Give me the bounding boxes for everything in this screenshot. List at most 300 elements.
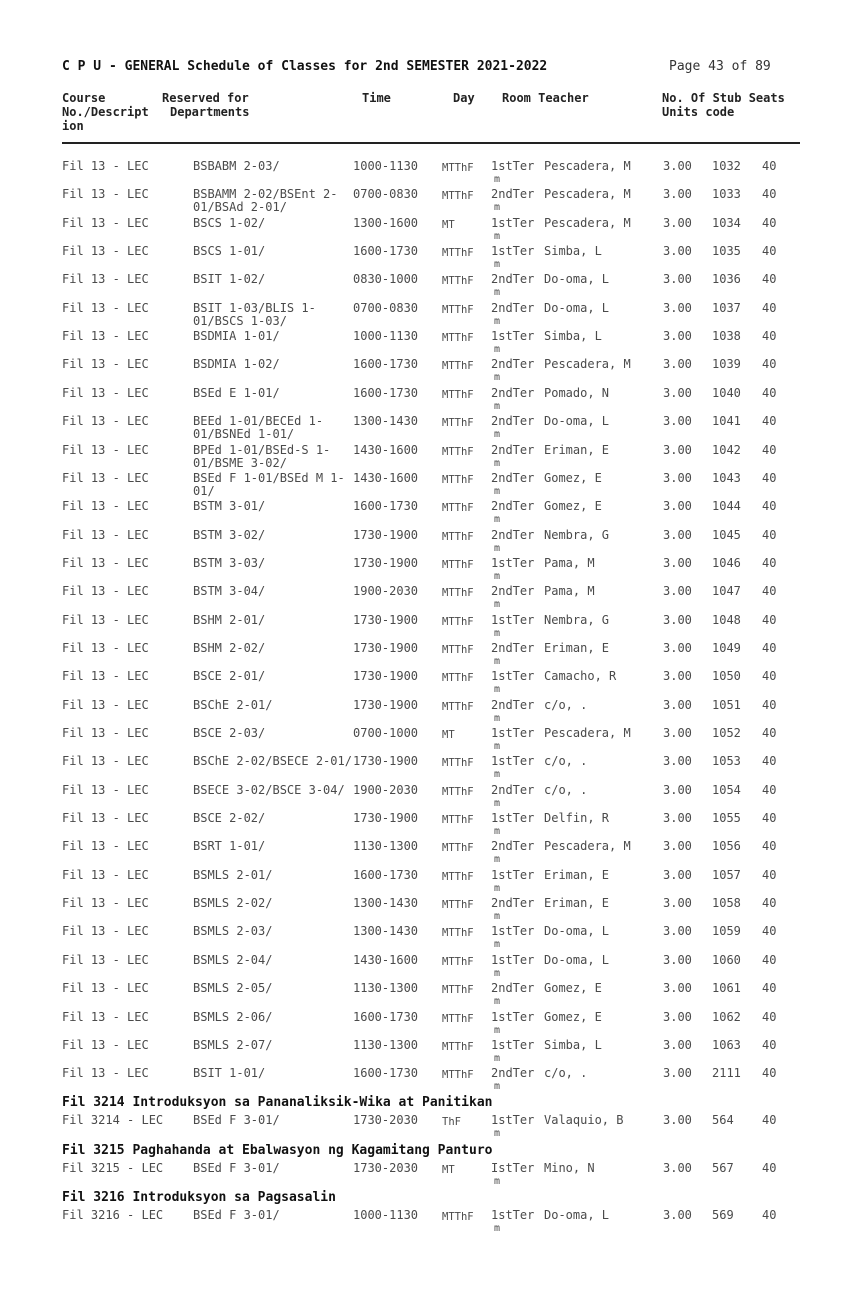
units-cell: 3.00 bbox=[663, 443, 692, 457]
stub-code-cell: 1035 bbox=[712, 244, 741, 258]
time-cell: 1600-1730 bbox=[353, 868, 419, 882]
course-cell: Fil 13 - LEC bbox=[62, 1066, 149, 1080]
room-cell: IstTer bbox=[491, 1161, 535, 1175]
room-cell: 2ndTer bbox=[491, 499, 535, 513]
course-cell: Fil 13 - LEC bbox=[62, 783, 149, 797]
section-heading: Fil 3216 Introduksyon sa Pagsasalin bbox=[62, 1190, 336, 1205]
teacher-cell: c/o, . bbox=[544, 783, 588, 797]
time-cell: 1130-1300 bbox=[353, 981, 419, 995]
stub-code-cell: 564 bbox=[712, 1113, 734, 1127]
time-cell: 0700-0830 bbox=[353, 187, 419, 201]
room-suffix-cell: m bbox=[494, 316, 501, 327]
reserved-cell: BSCS 1-02/ bbox=[193, 216, 266, 230]
course-cell: Fil 13 - LEC bbox=[62, 641, 149, 655]
room-suffix-cell: m bbox=[494, 628, 501, 639]
stub-code-cell: 1043 bbox=[712, 471, 741, 485]
header-units-stub-seats: No. Of Stub Seats Units code bbox=[662, 91, 785, 119]
stub-code-cell: 2111 bbox=[712, 1066, 741, 1080]
course-cell: Fil 13 - LEC bbox=[62, 981, 149, 995]
time-cell: 1600-1730 bbox=[353, 357, 419, 371]
course-cell: Fil 13 - LEC bbox=[62, 272, 149, 286]
seats-cell: 40 bbox=[762, 443, 777, 457]
table-row bbox=[0, 273, 850, 301]
day-cell: MTThF bbox=[442, 531, 474, 543]
reserved-cell: BSCE 2-01/ bbox=[193, 669, 266, 683]
table-row bbox=[0, 500, 850, 528]
course-cell: Fil 3216 - LEC bbox=[62, 1208, 164, 1222]
room-cell: 2ndTer bbox=[491, 528, 535, 542]
course-cell: Fil 13 - LEC bbox=[62, 1038, 149, 1052]
course-cell: Fil 13 - LEC bbox=[62, 584, 149, 598]
teacher-cell: Valaquio, B bbox=[544, 1113, 624, 1127]
units-cell: 3.00 bbox=[663, 1010, 692, 1024]
table-row bbox=[0, 160, 850, 188]
teacher-cell: Pescadera, M bbox=[544, 726, 631, 740]
room-cell: 1stTer bbox=[491, 159, 535, 173]
day-cell: MTThF bbox=[442, 360, 474, 372]
day-cell: MTThF bbox=[442, 474, 474, 486]
room-cell: 1stTer bbox=[491, 1010, 535, 1024]
day-cell: MTThF bbox=[442, 984, 474, 996]
table-row bbox=[0, 1209, 850, 1237]
reserved-cell: BPEd 1-01/BSEd-S 1-01/BSME 3-02/ bbox=[193, 443, 331, 470]
seats-cell: 40 bbox=[762, 613, 777, 627]
room-cell: 2ndTer bbox=[491, 896, 535, 910]
teacher-cell: Delfin, R bbox=[544, 811, 610, 825]
reserved-cell: BSCE 2-03/ bbox=[193, 726, 266, 740]
seats-cell: 40 bbox=[762, 386, 777, 400]
room-suffix-cell: m bbox=[494, 883, 501, 894]
units-cell: 3.00 bbox=[663, 244, 692, 258]
room-suffix-cell: m bbox=[494, 996, 501, 1007]
day-cell: MTThF bbox=[442, 162, 474, 174]
room-suffix-cell: m bbox=[494, 1053, 501, 1064]
units-cell: 3.00 bbox=[663, 669, 692, 683]
time-cell: 1730-1900 bbox=[353, 669, 419, 683]
seats-cell: 40 bbox=[762, 471, 777, 485]
room-suffix-cell: m bbox=[494, 344, 501, 355]
stub-code-cell: 1034 bbox=[712, 216, 741, 230]
room-suffix-cell: m bbox=[494, 372, 501, 383]
section-heading: Fil 3215 Paghahanda at Ebalwasyon ng Kagamitang Panturo bbox=[62, 1143, 493, 1158]
day-cell: MTThF bbox=[442, 332, 474, 344]
room-cell: 1stTer bbox=[491, 811, 535, 825]
stub-code-cell: 1041 bbox=[712, 414, 741, 428]
units-cell: 3.00 bbox=[663, 216, 692, 230]
units-cell: 3.00 bbox=[663, 868, 692, 882]
seats-cell: 40 bbox=[762, 839, 777, 853]
table-row bbox=[0, 1162, 850, 1190]
time-cell: 1430-1600 bbox=[353, 953, 419, 967]
course-cell: Fil 13 - LEC bbox=[62, 386, 149, 400]
units-cell: 3.00 bbox=[663, 528, 692, 542]
teacher-cell: Pescadera, M bbox=[544, 159, 631, 173]
seats-cell: 40 bbox=[762, 1066, 777, 1080]
day-cell: MTThF bbox=[442, 842, 474, 854]
room-suffix-cell: m bbox=[494, 458, 501, 469]
reserved-cell: BSTM 3-03/ bbox=[193, 556, 266, 570]
time-cell: 1130-1300 bbox=[353, 1038, 419, 1052]
table-row bbox=[0, 755, 850, 783]
table-row bbox=[0, 245, 850, 273]
reserved-cell: BSEd F 1-01/BSEd M 1-01/ bbox=[193, 471, 345, 498]
teacher-cell: Eriman, E bbox=[544, 868, 610, 882]
time-cell: 1130-1300 bbox=[353, 839, 419, 853]
course-cell: Fil 13 - LEC bbox=[62, 754, 149, 768]
table-row bbox=[0, 699, 850, 727]
time-cell: 1600-1730 bbox=[353, 499, 419, 513]
teacher-cell: Simba, L bbox=[544, 1038, 602, 1052]
stub-code-cell: 1061 bbox=[712, 981, 741, 995]
table-row bbox=[0, 387, 850, 415]
teacher-cell: Pama, M bbox=[544, 556, 595, 570]
teacher-cell: Pescadera, M bbox=[544, 187, 631, 201]
day-cell: MT bbox=[442, 729, 455, 741]
seats-cell: 40 bbox=[762, 981, 777, 995]
stub-code-cell: 1044 bbox=[712, 499, 741, 513]
day-cell: MT bbox=[442, 219, 455, 231]
day-cell: MTThF bbox=[442, 190, 474, 202]
reserved-cell: BSChE 2-01/ bbox=[193, 698, 273, 712]
reserved-cell: BSEd F 3-01/ bbox=[193, 1208, 280, 1222]
course-cell: Fil 13 - LEC bbox=[62, 868, 149, 882]
seats-cell: 40 bbox=[762, 868, 777, 882]
day-cell: MTThF bbox=[442, 389, 474, 401]
teacher-cell: Nembra, G bbox=[544, 613, 610, 627]
time-cell: 1600-1730 bbox=[353, 1010, 419, 1024]
room-suffix-cell: m bbox=[494, 656, 501, 667]
stub-code-cell: 1059 bbox=[712, 924, 741, 938]
header-room-teacher: Room Teacher bbox=[502, 91, 589, 105]
teacher-cell: Pomado, N bbox=[544, 386, 610, 400]
stub-code-cell: 1054 bbox=[712, 783, 741, 797]
units-cell: 3.00 bbox=[663, 272, 692, 286]
time-cell: 1600-1730 bbox=[353, 244, 419, 258]
time-cell: 1000-1130 bbox=[353, 329, 419, 343]
room-cell: 2ndTer bbox=[491, 783, 535, 797]
room-cell: 1stTer bbox=[491, 216, 535, 230]
room-cell: 1stTer bbox=[491, 669, 535, 683]
room-cell: 2ndTer bbox=[491, 301, 535, 315]
seats-cell: 40 bbox=[762, 1161, 777, 1175]
time-cell: 1900-2030 bbox=[353, 783, 419, 797]
room-cell: 1stTer bbox=[491, 329, 535, 343]
room-cell: 2ndTer bbox=[491, 386, 535, 400]
seats-cell: 40 bbox=[762, 556, 777, 570]
teacher-cell: Simba, L bbox=[544, 329, 602, 343]
units-cell: 3.00 bbox=[663, 811, 692, 825]
seats-cell: 40 bbox=[762, 329, 777, 343]
stub-code-cell: 1058 bbox=[712, 896, 741, 910]
units-cell: 3.00 bbox=[663, 613, 692, 627]
room-cell: 2ndTer bbox=[491, 839, 535, 853]
room-suffix-cell: m bbox=[494, 486, 501, 497]
stub-code-cell: 1051 bbox=[712, 698, 741, 712]
units-cell: 3.00 bbox=[663, 783, 692, 797]
course-cell: Fil 13 - LEC bbox=[62, 244, 149, 258]
room-suffix-cell: m bbox=[494, 202, 501, 213]
day-cell: MTThF bbox=[442, 502, 474, 514]
day-cell: MTThF bbox=[442, 304, 474, 316]
stub-code-cell: 1052 bbox=[712, 726, 741, 740]
reserved-cell: BSBABM 2-03/ bbox=[193, 159, 280, 173]
room-suffix-cell: m bbox=[494, 401, 501, 412]
time-cell: 1730-2030 bbox=[353, 1161, 419, 1175]
course-cell: Fil 3214 - LEC bbox=[62, 1113, 164, 1127]
seats-cell: 40 bbox=[762, 499, 777, 513]
room-suffix-cell: m bbox=[494, 911, 501, 922]
reserved-cell: BSMLS 2-07/ bbox=[193, 1038, 273, 1052]
room-suffix-cell: m bbox=[494, 599, 501, 610]
course-cell: Fil 3215 - LEC bbox=[62, 1161, 164, 1175]
course-cell: Fil 13 - LEC bbox=[62, 471, 149, 485]
stub-code-cell: 1049 bbox=[712, 641, 741, 655]
time-cell: 1000-1130 bbox=[353, 1208, 419, 1222]
table-row bbox=[0, 670, 850, 698]
table-row bbox=[0, 954, 850, 982]
teacher-cell: Camacho, R bbox=[544, 669, 617, 683]
time-cell: 1600-1730 bbox=[353, 1066, 419, 1080]
room-suffix-cell: m bbox=[494, 854, 501, 865]
room-suffix-cell: m bbox=[494, 769, 501, 780]
header-course: Course No./Descript ion bbox=[62, 91, 149, 133]
room-cell: 1stTer bbox=[491, 244, 535, 258]
time-cell: 0700-1000 bbox=[353, 726, 419, 740]
seats-cell: 40 bbox=[762, 216, 777, 230]
teacher-cell: c/o, . bbox=[544, 698, 588, 712]
document-title: C P U - GENERAL Schedule of Classes for 2nd SEMESTER 2021-2022 bbox=[62, 59, 548, 74]
day-cell: MTThF bbox=[442, 814, 474, 826]
day-cell: MTThF bbox=[442, 559, 474, 571]
seats-cell: 40 bbox=[762, 754, 777, 768]
reserved-cell: BSCE 2-02/ bbox=[193, 811, 266, 825]
table-row bbox=[0, 585, 850, 613]
table-row bbox=[0, 614, 850, 642]
day-cell: MTThF bbox=[442, 786, 474, 798]
stub-code-cell: 1047 bbox=[712, 584, 741, 598]
table-row bbox=[0, 358, 850, 386]
room-suffix-cell: m bbox=[494, 174, 501, 185]
units-cell: 3.00 bbox=[663, 357, 692, 371]
seats-cell: 40 bbox=[762, 811, 777, 825]
reserved-cell: BSMLS 2-05/ bbox=[193, 981, 273, 995]
reserved-cell: BSTM 3-01/ bbox=[193, 499, 266, 513]
teacher-cell: Do-oma, L bbox=[544, 953, 610, 967]
seats-cell: 40 bbox=[762, 584, 777, 598]
table-row bbox=[0, 840, 850, 868]
table-row bbox=[0, 330, 850, 358]
room-cell: 2ndTer bbox=[491, 443, 535, 457]
room-suffix-cell: m bbox=[494, 713, 501, 724]
teacher-cell: Do-oma, L bbox=[544, 301, 610, 315]
units-cell: 3.00 bbox=[663, 584, 692, 598]
room-cell: 1stTer bbox=[491, 953, 535, 967]
room-suffix-cell: m bbox=[494, 968, 501, 979]
table-row bbox=[0, 529, 850, 557]
time-cell: 1730-1900 bbox=[353, 754, 419, 768]
stub-code-cell: 569 bbox=[712, 1208, 734, 1222]
reserved-cell: BSCS 1-01/ bbox=[193, 244, 266, 258]
reserved-cell: BSChE 2-02/BSECE 2-01/ bbox=[193, 754, 352, 768]
room-suffix-cell: m bbox=[494, 1176, 501, 1187]
table-row bbox=[0, 1114, 850, 1142]
units-cell: 3.00 bbox=[663, 414, 692, 428]
teacher-cell: Do-oma, L bbox=[544, 414, 610, 428]
day-cell: MTThF bbox=[442, 871, 474, 883]
teacher-cell: Gomez, E bbox=[544, 1010, 602, 1024]
units-cell: 3.00 bbox=[663, 754, 692, 768]
reserved-cell: BSEd F 3-01/ bbox=[193, 1113, 280, 1127]
seats-cell: 40 bbox=[762, 698, 777, 712]
table-row bbox=[0, 1011, 850, 1039]
day-cell: MTThF bbox=[442, 587, 474, 599]
course-cell: Fil 13 - LEC bbox=[62, 924, 149, 938]
stub-code-cell: 1063 bbox=[712, 1038, 741, 1052]
stub-code-cell: 1038 bbox=[712, 329, 741, 343]
time-cell: 1000-1130 bbox=[353, 159, 419, 173]
day-cell: MTThF bbox=[442, 417, 474, 429]
seats-cell: 40 bbox=[762, 414, 777, 428]
course-cell: Fil 13 - LEC bbox=[62, 953, 149, 967]
room-cell: 1stTer bbox=[491, 1113, 535, 1127]
time-cell: 1730-2030 bbox=[353, 1113, 419, 1127]
course-cell: Fil 13 - LEC bbox=[62, 357, 149, 371]
seats-cell: 40 bbox=[762, 301, 777, 315]
time-cell: 1730-1900 bbox=[353, 641, 419, 655]
header-day: Day bbox=[453, 91, 475, 105]
teacher-cell: Pescadera, M bbox=[544, 216, 631, 230]
table-row bbox=[0, 982, 850, 1010]
room-cell: 2ndTer bbox=[491, 698, 535, 712]
room-cell: 2ndTer bbox=[491, 981, 535, 995]
units-cell: 3.00 bbox=[663, 499, 692, 513]
teacher-cell: Pescadera, M bbox=[544, 839, 631, 853]
teacher-cell: c/o, . bbox=[544, 754, 588, 768]
units-cell: 3.00 bbox=[663, 1113, 692, 1127]
teacher-cell: Pama, M bbox=[544, 584, 595, 598]
stub-code-cell: 1046 bbox=[712, 556, 741, 570]
stub-code-cell: 1045 bbox=[712, 528, 741, 542]
room-cell: 2ndTer bbox=[491, 584, 535, 598]
table-row bbox=[0, 415, 850, 443]
room-cell: 1stTer bbox=[491, 726, 535, 740]
units-cell: 3.00 bbox=[663, 839, 692, 853]
course-cell: Fil 13 - LEC bbox=[62, 613, 149, 627]
room-cell: 1stTer bbox=[491, 754, 535, 768]
units-cell: 3.00 bbox=[663, 924, 692, 938]
teacher-cell: Eriman, E bbox=[544, 443, 610, 457]
room-suffix-cell: m bbox=[494, 798, 501, 809]
teacher-cell: Do-oma, L bbox=[544, 1208, 610, 1222]
course-cell: Fil 13 - LEC bbox=[62, 896, 149, 910]
seats-cell: 40 bbox=[762, 187, 777, 201]
room-cell: 2ndTer bbox=[491, 357, 535, 371]
seats-cell: 40 bbox=[762, 1113, 777, 1127]
table-row bbox=[0, 1067, 850, 1095]
day-cell: MTThF bbox=[442, 1069, 474, 1081]
course-cell: Fil 13 - LEC bbox=[62, 1010, 149, 1024]
table-row bbox=[0, 897, 850, 925]
day-cell: MTThF bbox=[442, 1041, 474, 1053]
seats-cell: 40 bbox=[762, 669, 777, 683]
seats-cell: 40 bbox=[762, 528, 777, 542]
day-cell: MTThF bbox=[442, 956, 474, 968]
day-cell: MTThF bbox=[442, 275, 474, 287]
header-reserved: Reserved for Departments bbox=[162, 91, 250, 119]
course-cell: Fil 13 - LEC bbox=[62, 443, 149, 457]
room-suffix-cell: m bbox=[494, 543, 501, 554]
course-cell: Fil 13 - LEC bbox=[62, 414, 149, 428]
stub-code-cell: 1053 bbox=[712, 754, 741, 768]
room-suffix-cell: m bbox=[494, 741, 501, 752]
time-cell: 1600-1730 bbox=[353, 386, 419, 400]
units-cell: 3.00 bbox=[663, 896, 692, 910]
room-suffix-cell: m bbox=[494, 1128, 501, 1139]
time-cell: 0830-1000 bbox=[353, 272, 419, 286]
teacher-cell: Gomez, E bbox=[544, 499, 602, 513]
reserved-cell: BSIT 1-03/BLIS 1-01/BSCS 1-03/ bbox=[193, 301, 316, 328]
course-cell: Fil 13 - LEC bbox=[62, 528, 149, 542]
reserved-cell: BSRT 1-01/ bbox=[193, 839, 266, 853]
seats-cell: 40 bbox=[762, 924, 777, 938]
room-suffix-cell: m bbox=[494, 429, 501, 440]
seats-cell: 40 bbox=[762, 783, 777, 797]
room-suffix-cell: m bbox=[494, 939, 501, 950]
reserved-cell: BSTM 3-04/ bbox=[193, 584, 266, 598]
table-row bbox=[0, 727, 850, 755]
seats-cell: 40 bbox=[762, 1010, 777, 1024]
stub-code-cell: 567 bbox=[712, 1161, 734, 1175]
seats-cell: 40 bbox=[762, 641, 777, 655]
teacher-cell: Gomez, E bbox=[544, 981, 602, 995]
units-cell: 3.00 bbox=[663, 726, 692, 740]
seats-cell: 40 bbox=[762, 244, 777, 258]
teacher-cell: Nembra, G bbox=[544, 528, 610, 542]
day-cell: MT bbox=[442, 1164, 455, 1176]
day-cell: MTThF bbox=[442, 927, 474, 939]
day-cell: MTThF bbox=[442, 672, 474, 684]
table-row bbox=[0, 557, 850, 585]
table-row bbox=[0, 217, 850, 245]
reserved-cell: BSMLS 2-06/ bbox=[193, 1010, 273, 1024]
room-cell: 2ndTer bbox=[491, 414, 535, 428]
room-suffix-cell: m bbox=[494, 684, 501, 695]
room-cell: 2ndTer bbox=[491, 187, 535, 201]
course-cell: Fil 13 - LEC bbox=[62, 187, 149, 201]
time-cell: 1730-1900 bbox=[353, 698, 419, 712]
stub-code-cell: 1048 bbox=[712, 613, 741, 627]
day-cell: MTThF bbox=[442, 1013, 474, 1025]
room-suffix-cell: m bbox=[494, 1223, 501, 1234]
room-suffix-cell: m bbox=[494, 287, 501, 298]
table-row bbox=[0, 302, 850, 330]
reserved-cell: BSHM 2-02/ bbox=[193, 641, 266, 655]
time-cell: 0700-0830 bbox=[353, 301, 419, 315]
stub-code-cell: 1042 bbox=[712, 443, 741, 457]
room-cell: 1stTer bbox=[491, 1208, 535, 1222]
day-cell: MTThF bbox=[442, 446, 474, 458]
time-cell: 1730-1900 bbox=[353, 556, 419, 570]
time-cell: 1300-1430 bbox=[353, 414, 419, 428]
stub-code-cell: 1040 bbox=[712, 386, 741, 400]
day-cell: MTThF bbox=[442, 247, 474, 259]
reserved-cell: BSECE 3-02/BSCE 3-04/ bbox=[193, 783, 345, 797]
stub-code-cell: 1037 bbox=[712, 301, 741, 315]
reserved-cell: BSDMIA 1-02/ bbox=[193, 357, 280, 371]
table-row bbox=[0, 1039, 850, 1067]
room-cell: 2ndTer bbox=[491, 641, 535, 655]
header-time: Time bbox=[362, 91, 391, 105]
